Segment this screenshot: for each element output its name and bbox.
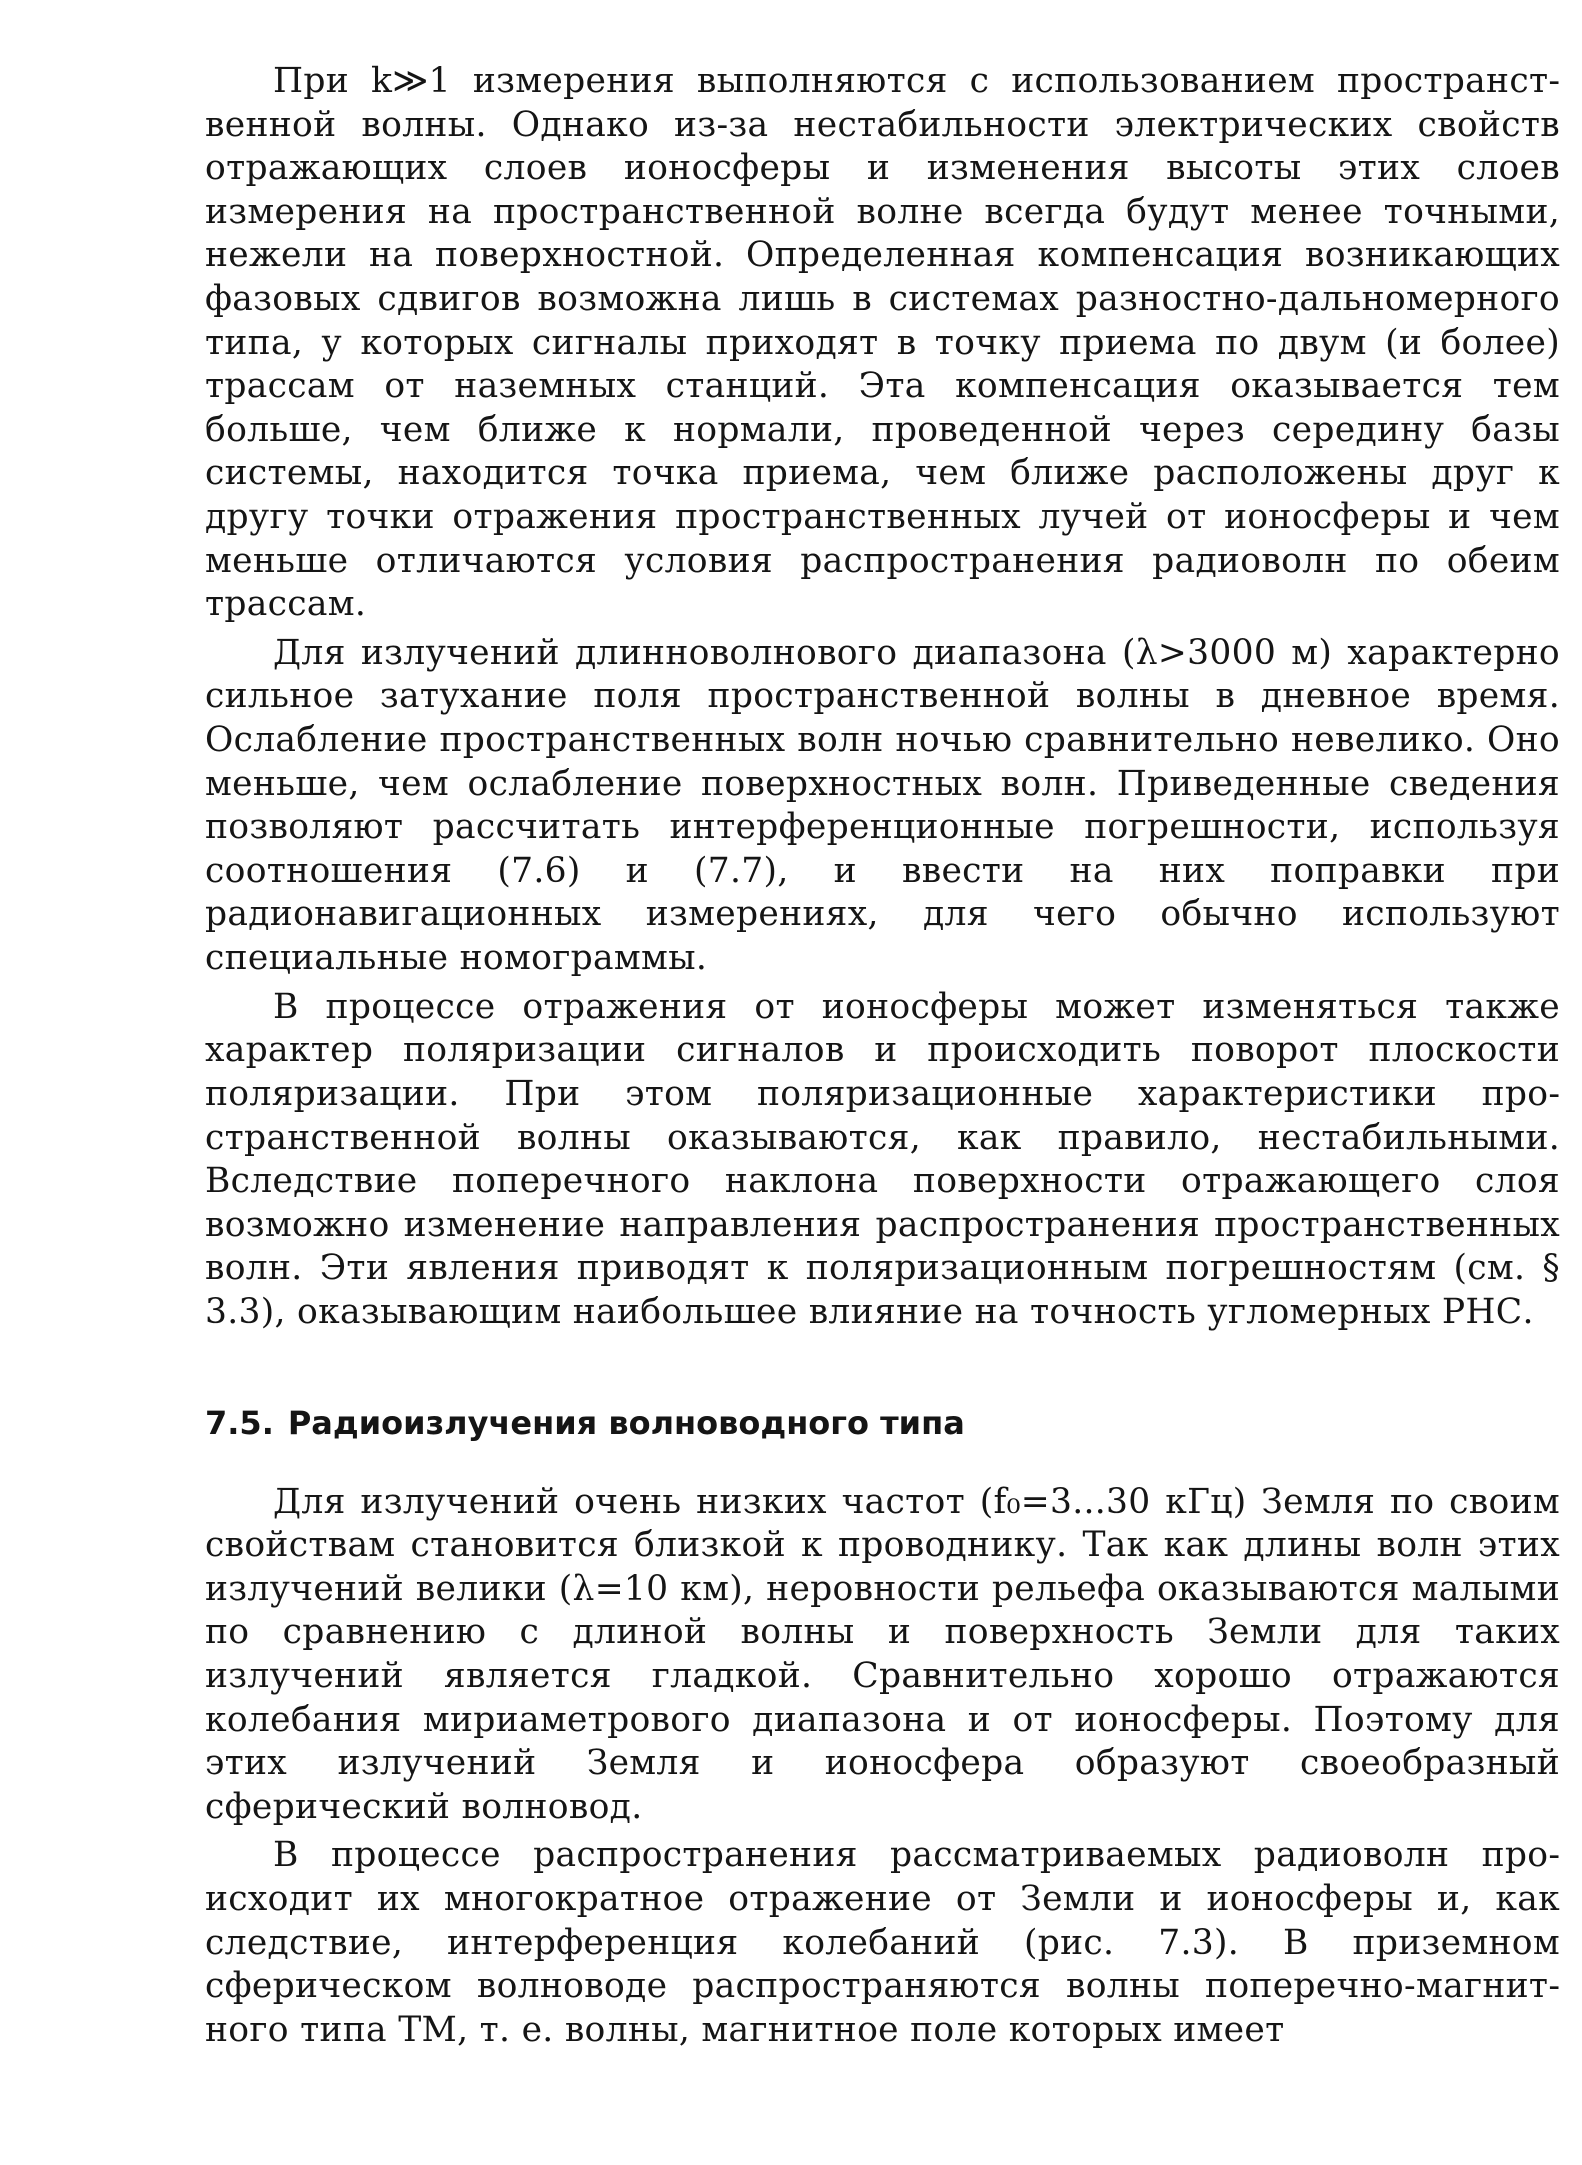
section-heading: [205, 1403, 1560, 1443]
paragraph-4: Для излучений очень низких частот (f₀=3...30 кГц) Земля по своим свойствам становится близкой к проводнику. Так как длины волн этих излучений велики (λ=10 км), неровности рельефа оказываются малыми по сравнению с длиной волны и поверхность Земли для таких излучений является гладкой. Сравнительно хорошо отражаются колебания мириаметрового диапазона и от ионосферы. Поэтому для этих излучений Земля и ионосфера образуют своеобразный сферический волновод.: [205, 1481, 1560, 1827]
section-number: 7.5.: [205, 1403, 274, 1442]
paragraph-1: При k≫1 измерения выполняются с использованием пространственной волны. Однако из-за нестабильности электрических свойств отражающих слоев ионосферы и изменения высоты этих слоев измерения на пространственной волне всегда будут менее точными, нежели на поверхностной. Определенная компенсация возникающих фазовых сдвигов возможна лишь в системах разностно-дальномерного типа, у которых сигналы приходят в точку приема по двум (и более) трассам от наземных станций. Эта компенсация оказывается тем больше, чем ближе к нормали, проведенной через середину базы системы, находится точка приема, чем ближе расположены друг к другу точки отражения пространственных лучей от ионосферы и чем меньше отличаются условия распространения радиоволн по обеим трассам.: [205, 61, 1560, 625]
paragraph-5: В процессе распространения рассматриваемых радиоволн происходит их многократное отражение от Земли и ионосферы и, как следствие, интерференция колебаний (рис. 7.3). В приземном сферическом волноводе распространяются волны поперечно-магнитного типа TM, т. е. волны, магнитное поле которых имеет: [205, 1835, 1560, 2050]
page-body: [205, 60, 1560, 2058]
paragraph-3: В процессе отражения от ионосферы может изменяться также характер поляризации сигналов и происходить поворот плоскости поляризации. При этом поляризационные характеристики пространственной волны оказываются, как правило, нестабильными. Вследствие поперечного наклона поверхности отражающего слоя возможно изменение направления распространения пространственных волн. Эти явления приводят к поляризационным погрешностям (см. § 3.3), оказывающим наибольшее влияние на точность угломерных РНС.: [205, 986, 1560, 1332]
section-title: Радиоизлучения волноводного типа: [287, 1403, 965, 1442]
paragraph-2: Для излучений длинноволнового диапазона (λ>3000 м) характерно сильное затухание поля пространственной волны в дневное время. Ослабление пространственных волн ночью сравнительно невелико. Оно меньше, чем ослабление поверхностных волн. Приведенные сведения позволяют рассчитать интерференционные погрешности, используя соотношения (7.6) и (7.7), и ввести на них поправки при радионавигационных измерениях, для чего обычно используют специальные номограммы.: [205, 632, 1560, 979]
